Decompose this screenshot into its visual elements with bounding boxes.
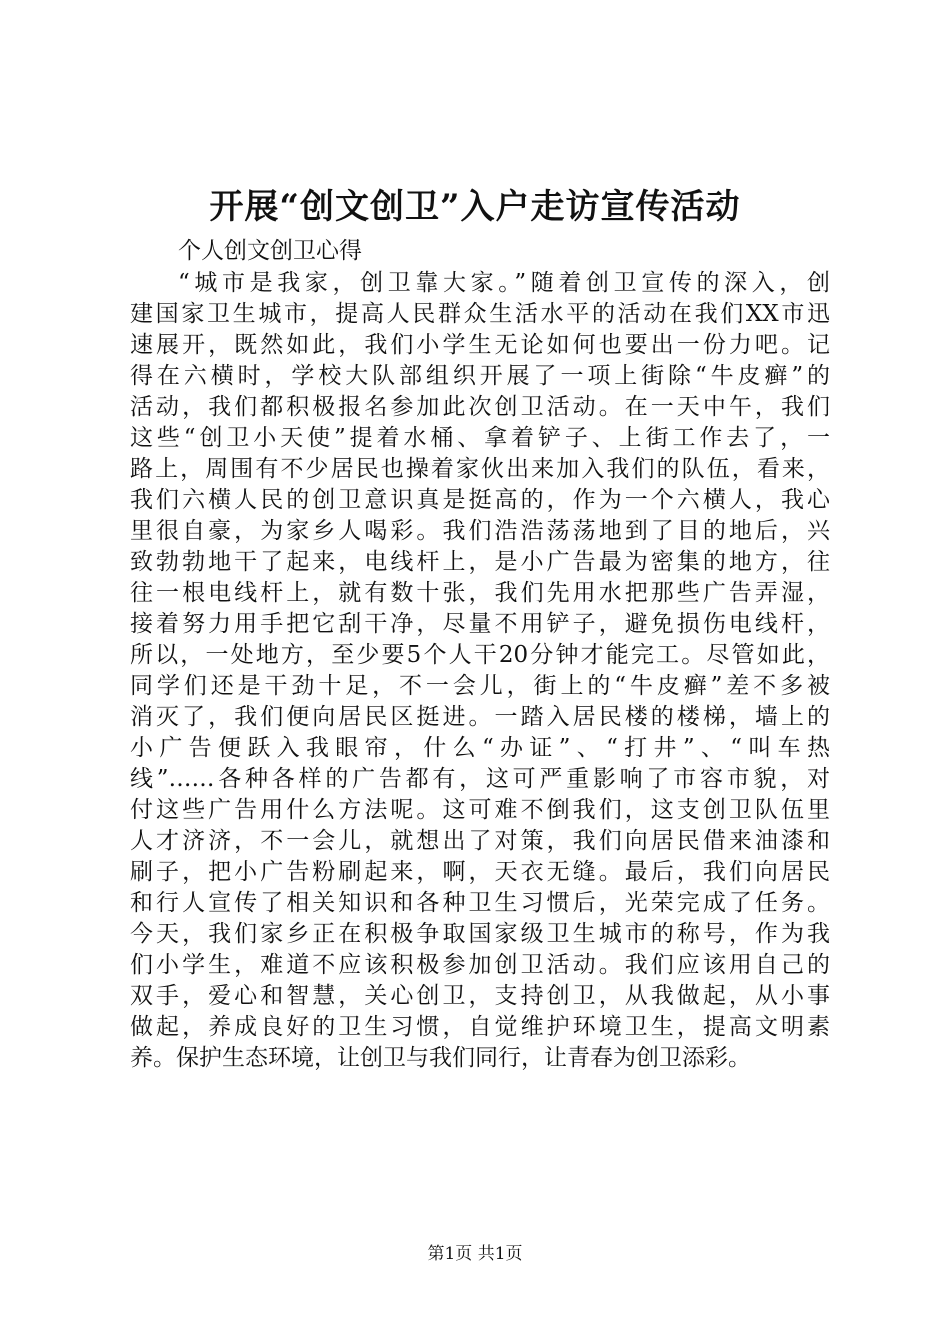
body-line: 接着努力用手把它刮干净，尽量不用铲子，避免损伤电线杆， — [130, 611, 830, 637]
body-line: 刷子，把小广告粉刷起来，啊，天衣无缝。最后，我们向居民 — [130, 859, 830, 885]
body-line: 小广告便跃入我眼帘，什么“办证”、“打井”、“叫车热 — [130, 735, 830, 761]
body-line: 路上，周围有不少居民也操着家伙出来加入我们的队伍，看来， — [130, 456, 830, 482]
page-number-footer: 第1页 共1页 — [427, 1244, 523, 1264]
body-line: 付这些广告用什么方法呢。这可难不倒我们，这支创卫队伍里 — [130, 797, 830, 823]
document-title: 开展“创文创卫”入户走访宣传活动 — [209, 187, 741, 227]
body-line: 同学们还是干劲十足，不一会儿，街上的“牛皮癣”差不多被 — [130, 673, 830, 699]
body-line: “城市是我家，创卫靠大家。”随着创卫宣传的深入，创 — [178, 270, 830, 296]
body-line: 活动，我们都积极报名参加此次创卫活动。在一天中午，我们 — [130, 394, 830, 420]
body-line: 双手，爱心和智慧，关心创卫，支持创卫，从我做起，从小事 — [130, 983, 830, 1009]
document-body — [130, 268, 830, 1074]
body-line: 和行人宣传了相关知识和各种卫生习惯后，光荣完成了任务。 — [130, 890, 830, 916]
body-line: 做起，养成良好的卫生习惯，自觉维护环境卫生，提高文明素 — [130, 1014, 830, 1040]
body-line: 们小学生，难道不应该积极参加创卫活动。我们应该用自己的 — [130, 952, 830, 978]
document-subheading: 个人创文创卫心得 — [178, 238, 362, 264]
body-line: 往一根电线杆上，就有数十张，我们先用水把那些广告弄湿， — [130, 580, 830, 606]
body-line: 致勃勃地干了起来，电线杆上，是小广告最为密集的地方，往 — [130, 549, 830, 575]
body-line: 这些“创卫小天使”提着水桶、拿着铲子、上街工作去了，一 — [130, 425, 830, 451]
body-line: 消灭了，我们便向居民区挺进。一踏入居民楼的楼梯，墙上的 — [130, 704, 830, 730]
body-line: 我们六横人民的创卫意识真是挺高的，作为一个六横人，我心 — [130, 487, 830, 513]
body-line: 速展开，既然如此，我们小学生无论如何也要出一份力吧。记 — [130, 332, 830, 358]
body-line: 得在六横时，学校大队部组织开展了一项上街除“牛皮癣”的 — [130, 363, 830, 389]
body-line: 今天，我们家乡正在积极争取国家级卫生城市的称号，作为我 — [130, 921, 830, 947]
body-line: 里很自豪，为家乡人喝彩。我们浩浩荡荡地到了目的地后，兴 — [130, 518, 830, 544]
body-line: 线”……各种各样的广告都有，这可严重影响了市容市貌，对 — [130, 766, 830, 792]
body-line: 人才济济，不一会儿，就想出了对策，我们向居民借来油漆和 — [130, 828, 830, 854]
body-line: 所以，一处地方，至少要5个人干20分钟才能完工。尽管如此， — [130, 642, 830, 668]
body-line-last: 养。保护生态环境，让创卫与我们同行，让青春为创卫添彩。 — [130, 1045, 751, 1071]
body-line: 建国家卫生城市，提高人民群众生活水平的活动在我们XX市迅 — [130, 301, 830, 327]
